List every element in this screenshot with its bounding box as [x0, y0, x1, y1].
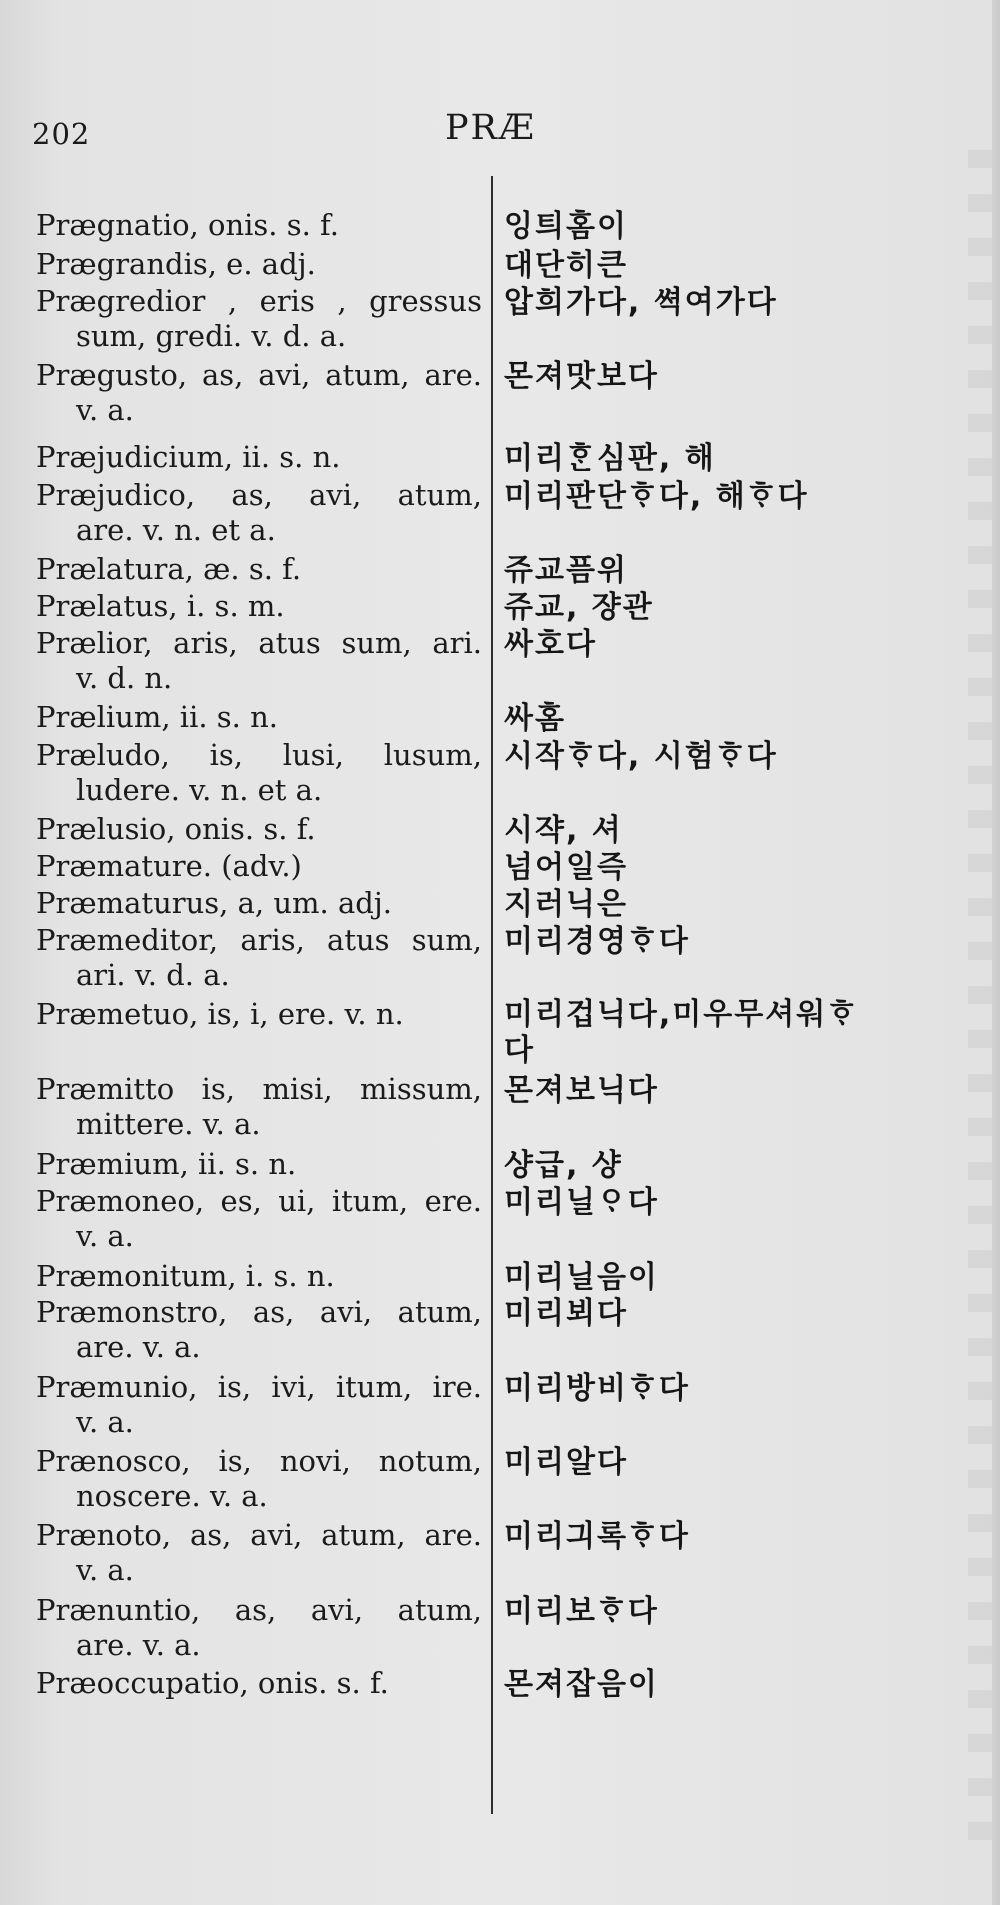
latin-continuation-line: mittere. v. a.	[76, 1107, 261, 1141]
latin-headword	[0, 1295, 482, 1365]
latin-headword-line: Prælatura, æ. s. f.	[36, 552, 302, 586]
korean-gloss	[504, 1593, 964, 1631]
latin-headword	[0, 1184, 482, 1254]
korean-gloss-line: 잉틔홈이	[504, 209, 628, 244]
korean-gloss-line: 시작ᄒᆞ다, 시험ᄒᆞ다	[504, 739, 778, 774]
korean-gloss	[504, 1518, 964, 1556]
korean-gloss-line: 미리ᄒᆞᆫ심판, 해	[504, 441, 716, 476]
latin-headword-line: Prænoto, as, avi, atum, are.	[36, 1518, 482, 1552]
latin-headword	[0, 700, 482, 735]
latin-continuation-line: v. d. n.	[76, 661, 173, 695]
latin-headword-line: Prælatus, i. s. m.	[36, 589, 285, 623]
dictionary-entry	[0, 1147, 1000, 1183]
korean-gloss	[504, 478, 964, 516]
dictionary-entry	[0, 1370, 1000, 1439]
latin-headword	[0, 358, 482, 428]
dictionary-entry	[0, 1072, 1000, 1141]
korean-gloss	[504, 700, 964, 738]
latin-continuation-line: v. a.	[76, 393, 134, 427]
latin-headword	[0, 1518, 482, 1588]
korean-gloss-line: 몬져맛보다	[504, 359, 659, 394]
dictionary-entry	[0, 1184, 1000, 1253]
latin-headword	[0, 1147, 482, 1182]
korean-gloss	[504, 440, 964, 478]
korean-gloss-line: 쥬교픔위	[504, 553, 628, 588]
dictionary-entry	[0, 997, 1000, 1068]
korean-gloss-line: 미리겁닉다,미우무셔워ᄒᆞ	[504, 997, 859, 1032]
latin-continuation-line: ari. v. d. a.	[76, 958, 230, 992]
korean-gloss	[504, 1147, 964, 1185]
latin-headword-line: Præmunio, is, ivi, itum, ire.	[36, 1370, 482, 1404]
korean-gloss	[504, 1184, 964, 1222]
dictionary-entry	[0, 247, 1000, 283]
korean-gloss	[504, 358, 964, 396]
latin-headword-line: Præoccupatio, onis. s. f.	[36, 1666, 389, 1700]
korean-gloss-line: 미리닐음이	[504, 1260, 659, 1295]
dictionary-entry	[0, 440, 1000, 476]
korean-gloss-line: 샹급, 샹	[504, 1148, 623, 1183]
latin-continuation-line: are. v. a.	[76, 1628, 201, 1662]
latin-headword	[0, 1259, 482, 1294]
latin-headword	[0, 849, 482, 884]
latin-headword-line: Præmeditor, aris, atus sum,	[36, 923, 482, 957]
korean-gloss	[504, 1259, 964, 1297]
korean-gloss-line: 미리긔록ᄒᆞ다	[504, 1519, 690, 1554]
page-number: 202	[32, 117, 91, 151]
korean-gloss-line: 대단히큰	[504, 248, 628, 283]
latin-headword	[0, 738, 482, 808]
latin-headword-line: Prælior, aris, atus sum, ari.	[36, 626, 482, 660]
latin-headword-line: Præmoneo, es, ui, itum, ere.	[36, 1184, 482, 1218]
dictionary-entry	[0, 1593, 1000, 1662]
dictionary-entry	[0, 1518, 1000, 1587]
latin-continuation-line: sum, gredi. v. d. a.	[76, 319, 347, 353]
latin-headword	[0, 284, 482, 354]
latin-headword	[0, 589, 482, 624]
dictionary-entry	[0, 284, 1000, 353]
korean-gloss	[504, 997, 964, 1069]
korean-gloss-line: 압희가다, 쎡여가다	[504, 285, 778, 320]
dictionary-entry	[0, 812, 1000, 848]
korean-gloss	[504, 849, 964, 887]
korean-gloss-line: 미리뵈다	[504, 1296, 628, 1331]
page-edge	[992, 0, 1000, 1905]
latin-continuation-line: v. a.	[76, 1405, 134, 1439]
korean-gloss	[504, 738, 964, 776]
dictionary-entry	[0, 589, 1000, 625]
latin-headword	[0, 552, 482, 587]
dictionary-entry	[0, 1259, 1000, 1295]
korean-gloss	[504, 1295, 964, 1333]
latin-headword-line: Prænuntio, as, avi, atum,	[36, 1593, 482, 1627]
latin-headword	[0, 1666, 482, 1701]
korean-gloss	[504, 626, 964, 664]
latin-headword-line: Præludo, is, lusi, lusum,	[36, 738, 482, 772]
latin-headword-line: Præjudicium, ii. s. n.	[36, 440, 341, 474]
latin-headword-line: Præjudico, as, avi, atum,	[36, 478, 482, 512]
latin-headword	[0, 923, 482, 993]
dictionary-entry	[0, 923, 1000, 992]
latin-headword	[0, 208, 482, 243]
dictionary-entry	[0, 849, 1000, 885]
korean-gloss	[504, 886, 964, 924]
korean-gloss-line: 몬져보닉다	[504, 1073, 659, 1108]
korean-gloss	[504, 247, 964, 285]
korean-gloss	[504, 552, 964, 590]
korean-gloss-line: 싸홈	[504, 701, 566, 736]
latin-headword	[0, 1072, 482, 1142]
column-divider	[491, 176, 493, 1814]
korean-gloss-line: 싸호다	[504, 627, 597, 662]
latin-headword	[0, 997, 482, 1032]
dictionary-entry	[0, 738, 1000, 807]
dictionary-entry	[0, 208, 1000, 244]
latin-continuation-line: v. a.	[76, 1553, 134, 1587]
korean-gloss-line: 미리알다	[504, 1445, 628, 1480]
latin-continuation-line: are. v. a.	[76, 1330, 201, 1364]
korean-gloss	[504, 1666, 964, 1704]
latin-headword-line: Præmitto is, misi, missum,	[36, 1072, 482, 1106]
dictionary-entry	[0, 358, 1000, 427]
latin-headword-line: Præmaturus, a, um. adj.	[36, 886, 393, 920]
latin-headword	[0, 1593, 482, 1663]
latin-headword	[0, 440, 482, 475]
korean-gloss	[504, 589, 964, 627]
dictionary-entry	[0, 1295, 1000, 1364]
latin-headword-line: Præmetuo, is, i, ere. v. n.	[36, 997, 404, 1031]
dictionary-entry	[0, 700, 1000, 736]
korean-gloss-line: 시쟉, 셔	[504, 813, 623, 848]
korean-gloss	[504, 1444, 964, 1482]
korean-gloss-line: 미리판단ᄒᆞ다, 해ᄒᆞ다	[504, 479, 809, 514]
korean-gloss-line: 미리보ᄒᆞ다	[504, 1594, 659, 1629]
korean-gloss	[504, 923, 964, 961]
dictionary-entry	[0, 1666, 1000, 1702]
latin-headword-line: Prægnatio, onis. s. f.	[36, 208, 339, 242]
latin-headword-line: Prægusto, as, avi, atum, are.	[36, 358, 482, 392]
korean-gloss	[504, 284, 964, 322]
latin-continuation-line: ludere. v. n. et a.	[76, 773, 323, 807]
running-head: PRÆ	[445, 108, 536, 148]
latin-headword	[0, 1370, 482, 1440]
latin-headword	[0, 478, 482, 548]
latin-headword-line: Præmium, ii. s. n.	[36, 1147, 297, 1181]
latin-headword-line: Prænosco, is, novi, notum,	[36, 1444, 482, 1478]
korean-gloss-line: 미리방비ᄒᆞ다	[504, 1371, 690, 1406]
korean-gloss-line: 넘어일즉	[504, 850, 628, 885]
dictionary-entry	[0, 1444, 1000, 1513]
korean-gloss-line: 미리경영ᄒᆞ다	[504, 924, 690, 959]
korean-gloss	[504, 1370, 964, 1408]
korean-gloss-line: 미리닐ᄋᆞ다	[504, 1185, 659, 1220]
korean-gloss-line: 몬져잡음이	[504, 1667, 659, 1702]
dictionary-entry	[0, 552, 1000, 588]
latin-continuation-line: v. a.	[76, 1219, 134, 1253]
korean-gloss-line: 쥬교, 쟝관	[504, 590, 654, 625]
dictionary-entry	[0, 478, 1000, 547]
korean-gloss-line: 다	[504, 1033, 535, 1068]
latin-headword	[0, 1444, 482, 1514]
latin-headword-line: Prægrandis, e. adj.	[36, 247, 316, 281]
latin-headword	[0, 247, 482, 282]
korean-gloss	[504, 1072, 964, 1110]
latin-headword-line: Præmature. (adv.)	[36, 849, 302, 883]
dictionary-entry	[0, 626, 1000, 695]
latin-continuation-line: noscere. v. a.	[76, 1479, 268, 1513]
latin-headword	[0, 886, 482, 921]
latin-headword-line: Prælium, ii. s. n.	[36, 700, 278, 734]
latin-continuation-line: are. v. n. et a.	[76, 513, 276, 547]
latin-headword-line: Præmonstro, as, avi, atum,	[36, 1295, 482, 1329]
korean-gloss	[504, 208, 964, 246]
latin-headword-line: Præmonitum, i. s. n.	[36, 1259, 335, 1293]
korean-gloss-line: 지러닉은	[504, 887, 628, 922]
latin-headword	[0, 812, 482, 847]
latin-headword	[0, 626, 482, 696]
dictionary-entry	[0, 886, 1000, 922]
latin-headword-line: Prælusio, onis. s. f.	[36, 812, 316, 846]
korean-gloss	[504, 812, 964, 850]
latin-headword-line: Prægredior , eris , gressus	[36, 284, 482, 318]
